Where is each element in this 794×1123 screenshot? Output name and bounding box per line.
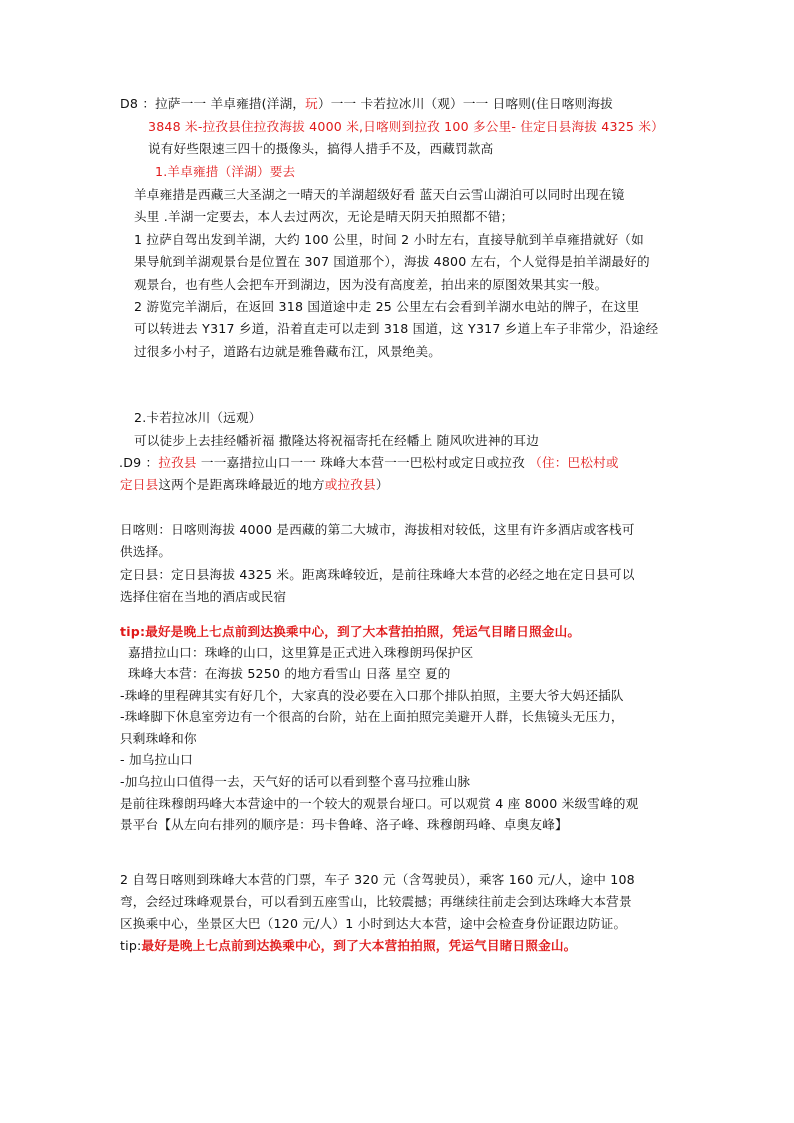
d9-close-paren: ） <box>375 477 389 492</box>
yamdrok-para-1-line-1: 羊卓雍措是西藏三大圣湖之一晴天的羊湖超级好看 蓝天白云雪山湖泊可以同时出现在镜 <box>134 187 625 202</box>
d9-route: 一一嘉措拉山口一一 珠峰大本营一一巴松村或定日或拉孜 <box>196 455 530 470</box>
d8-heading-line <box>120 94 613 114</box>
tip-2-text: 最好是晚上七点前到达换乘中心，到了大本营拍拍照，凭运气目睹日照金山。 <box>141 938 577 953</box>
self-drive-line-1: 2 自驾日喀则到珠峰大本营的门票，车子 320 元（含驾驶员），乘客 160 元/人，途中 108 <box>120 872 635 887</box>
d9-start-place: 拉孜县 <box>158 455 197 470</box>
d9-lazi: 或拉孜县 <box>324 477 376 492</box>
everest-base-camp: 珠峰大本营：在海拔 5250 的地方看雪山 日落 星空 夏的 <box>128 666 451 681</box>
tip-2-label: tip: <box>120 938 142 953</box>
d9-dingri: 定日县 <box>120 477 159 492</box>
yamdrok-para-3-line-2: 可以转进去 Y317 乡道，沿着直走可以走到 318 国道，这 Y317 乡道上车子非常少，沿途经 <box>134 321 659 336</box>
yamdrok-para-3-line-1: 2 游览完羊湖后，在返回 318 国道途中走 25 公里左右会看到羊湖水电站的牌子，在这里 <box>134 299 640 314</box>
tip-1: tip:最好是晚上七点前到达换乘中心，到了大本营拍拍照，凭运气目睹日照金山。 <box>120 624 581 639</box>
gawu-la-line-2: 是前往珠穆朗玛峰大本营途中的一个较大的观景台垭口。可以观赏 4 座 8000 米级雪峰的观 <box>120 796 639 811</box>
shigatse-line-2: 供选择。 <box>120 544 172 559</box>
yamdrok-para-2-line-2: 果导航到羊湖观景台是位置在 307 国道那个），海拔 4800 左右，个人觉得是拍羊湖最好的 <box>134 254 650 269</box>
milestone-tip-2: -珠峰脚下休息室旁边有一个很高的台阶，站在上面拍照完美避开人群，长焦镜头无压力， <box>120 709 624 724</box>
gawu-la-heading: - 加乌拉山口 <box>120 752 193 767</box>
d8-route-start: D8 ：拉萨一一 羊卓雍措(洋湖， <box>120 96 306 111</box>
tip-2 <box>120 936 576 956</box>
d8-route-end: ）一一 卡若拉冰川（观）一一 日喀则(住日喀则海拔 <box>317 96 613 111</box>
section-karola-title: 2.卡若拉冰川（远观） <box>134 410 262 425</box>
milestone-tip-1: -珠峰的里程碑其实有好几个，大家真的没必要在入口那个排队拍照，主要大爷大妈还插队 <box>120 688 624 703</box>
d8-play-note: 玩 <box>305 96 318 111</box>
d8-altitude-line: 3848 米-拉孜县住拉孜海拔 4000 米,日喀则到拉孜 100 多公里- 住定日县海拔 4325 米） <box>148 119 664 134</box>
section-yamdrok-title: 1.羊卓雍措（洋湖）要去 <box>155 164 296 179</box>
self-drive-line-2: 弯，会经过珠峰观景台，可以看到五座雪山，比较震撼；再继续往前走会到达珠峰大本营景 <box>120 894 632 909</box>
d9-nearest-note: 这两个是距离珠峰最近的地方 <box>158 477 325 492</box>
d8-speed-camera-note: 说有好些限速三四十的摄像头，搞得人措手不及，西藏罚款高 <box>148 141 494 156</box>
dingri-line-2: 选择住宿在当地的酒店或民宿 <box>120 589 287 604</box>
yamdrok-para-2-line-1: 1 拉萨自驾出发到羊湖，大约 100 公里，时间 2 小时左右，直接导航到羊卓雍措就好（如 <box>134 232 644 247</box>
d9-stay-line <box>120 475 389 495</box>
d9-stay-note: （住：巴松村或 <box>529 455 619 470</box>
d9-heading-line <box>119 453 619 473</box>
yamdrok-para-3-line-3: 过很多小村子，道路右边就是雅鲁藏布江，风景绝美。 <box>134 344 442 359</box>
self-drive-line-3: 区换乘中心，坐景区大巴（120 元/人）1 小时到达大本营，途中会检查身份证跟边防证。 <box>120 916 627 931</box>
gyatso-la-pass: 嘉措拉山口：珠峰的山口，这里算是正式进入珠穆朗玛保护区 <box>128 645 474 660</box>
d9-label: .D9 ： <box>119 455 159 470</box>
karola-description: 可以徒步上去挂经幡祈福 撒隆达将祝福寄托在经幡上 随风吹进神的耳边 <box>134 433 540 448</box>
milestone-tip-3: 只剩珠峰和你 <box>120 731 197 746</box>
yamdrok-para-2-line-3: 观景台，也有些人会把车开到湖边，因为没有高度差，拍出来的原图效果其实一般。 <box>134 277 608 292</box>
gawu-la-line-1: -加乌拉山口值得一去，天气好的话可以看到整个喜马拉雅山脉 <box>120 774 471 789</box>
gawu-la-line-3: 景平台【从左向右排列的顺序是：玛卡鲁峰、洛子峰、珠穆朗玛峰、卓奥友峰】 <box>120 817 568 832</box>
dingri-line-1: 定日县：定日县海拔 4325 米。距离珠峰较近，是前往珠峰大本营的必经之地在定日县可以 <box>120 567 635 582</box>
shigatse-line-1: 日喀则：日喀则海拔 4000 是西藏的第二大城市，海拔相对较低，这里有许多酒店或客栈可 <box>120 522 635 537</box>
yamdrok-para-1-line-2: 头里 .羊湖一定要去，本人去过两次，无论是晴天阴天拍照都不错； <box>134 209 514 224</box>
